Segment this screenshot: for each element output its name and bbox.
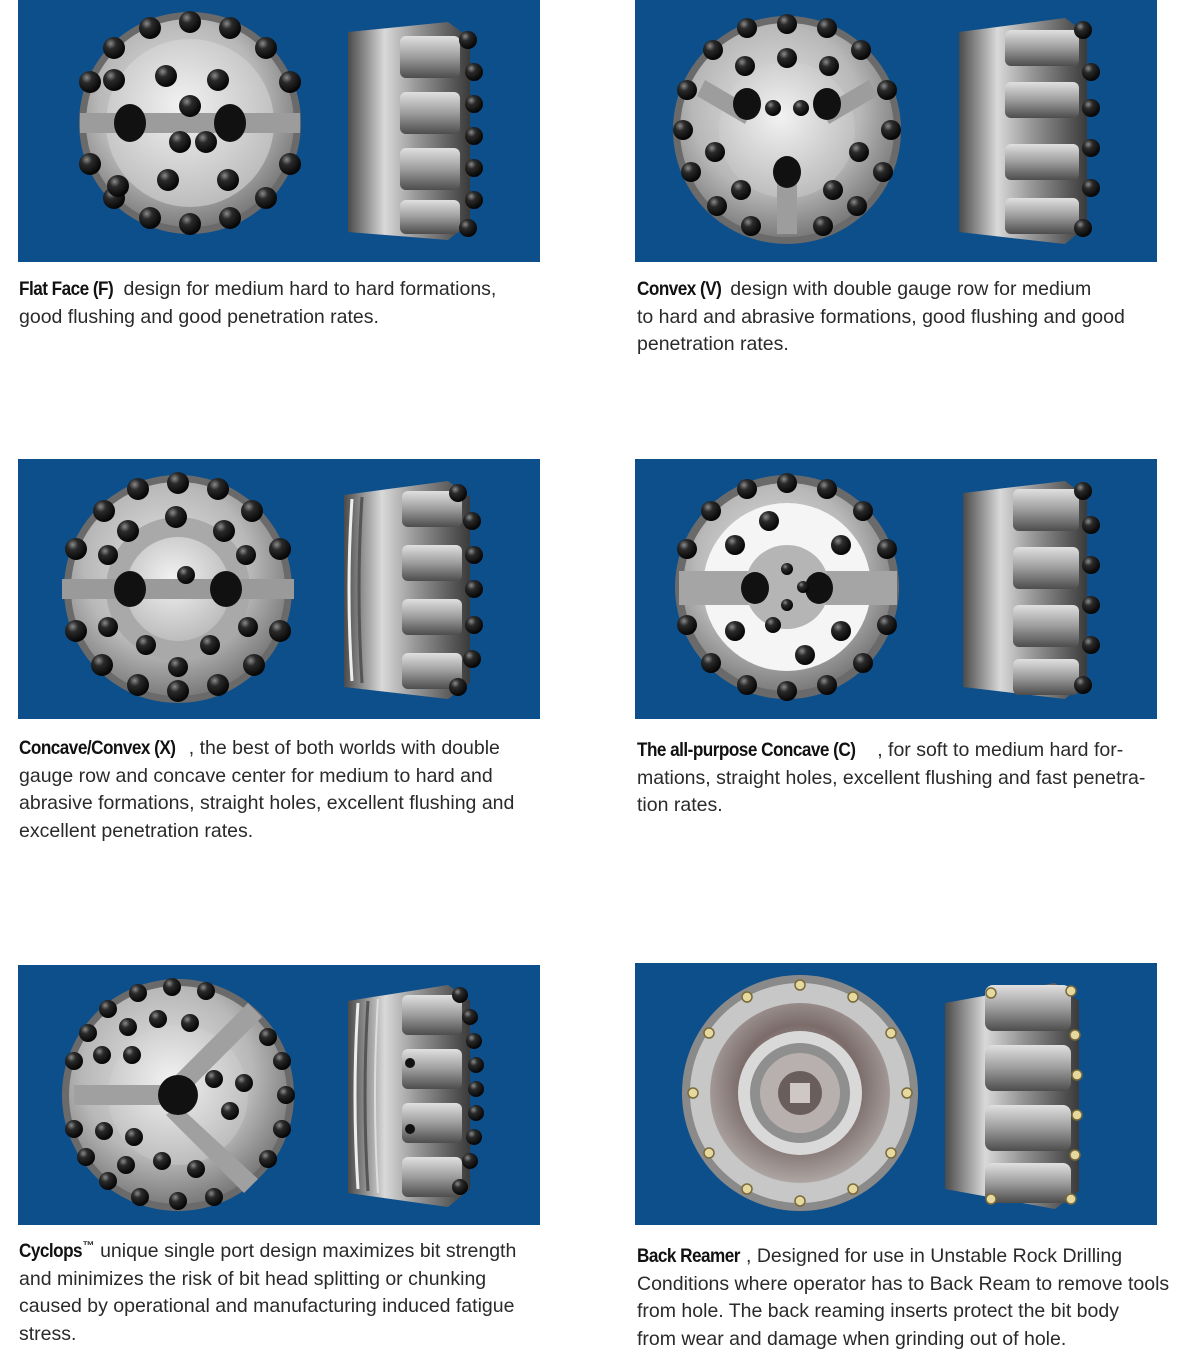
product-name: Convex (V) <box>637 278 722 300</box>
product-name: Flat Face (F) <box>19 278 114 300</box>
flat-face-bit-front-icon <box>79 11 301 235</box>
flat-face-image <box>18 0 540 262</box>
product-name: Back Reamer <box>637 1245 740 1267</box>
concave-convex-caption <box>19 735 579 845</box>
convex-caption <box>637 276 1177 359</box>
concave-convex-bit-side-icon <box>344 481 483 699</box>
concave-convex-image <box>18 459 540 719</box>
flat-face-bit-side-icon <box>348 22 483 240</box>
product-name: Concave/Convex (X) <box>19 737 176 759</box>
back-reamer-image <box>635 963 1157 1225</box>
caption-line: mations, straight holes, excellent flushing and fast penetra- <box>637 766 1146 789</box>
caption-line: from wear and damage when grinding out of hole. <box>637 1327 1067 1350</box>
caption-line: and minimizes the risk of bit head splitting or chunking <box>19 1267 487 1290</box>
caption-line: excellent penetration rates. <box>19 819 254 842</box>
back-reamer-bit-side-icon <box>945 983 1082 1209</box>
caption-line: abrasive formations, straight holes, excellent flushing and <box>19 792 515 814</box>
back-reamer-bit-front-icon <box>682 975 918 1211</box>
caption-line: , Designed for use in Unstable Rock Drilling <box>745 1245 1123 1267</box>
caption-line: design with double gauge row for medium <box>724 278 1092 300</box>
back-reamer-caption <box>637 1243 1197 1353</box>
convex-image <box>635 0 1157 262</box>
cyclops-caption <box>19 1238 579 1348</box>
caption-line: stress. <box>19 1322 77 1345</box>
caption-line: , for soft to medium hard for- <box>877 739 1124 761</box>
caption-line: Conditions where operator has to Back Ream to remove tools <box>637 1272 1170 1295</box>
trademark-symbol: ™ <box>82 1238 95 1253</box>
product-name: Cyclops <box>19 1240 83 1262</box>
cyclops-bit-side-icon <box>348 985 484 1207</box>
concave-bit-side-icon <box>963 481 1100 699</box>
concave-convex-bit-front-icon <box>62 472 294 703</box>
caption-line: gauge row and concave center for medium to hard and <box>19 764 493 787</box>
caption-line: penetration rates. <box>637 333 789 355</box>
caption-line: from hole. The back reaming inserts protect the bit body <box>637 1300 1119 1322</box>
flat-face-caption <box>19 276 559 331</box>
concave-image <box>635 459 1157 719</box>
concave-bit-front-icon <box>675 473 899 701</box>
cyclops-bit-front-icon <box>62 978 295 1211</box>
caption-line: unique single port design maximizes bit strength <box>94 1240 517 1262</box>
product-name: The all-purpose Concave (C) <box>637 739 856 761</box>
caption-line: design for medium hard to hard formations, <box>118 278 497 300</box>
caption-line: tion rates. <box>637 794 723 816</box>
convex-bit-side-icon <box>959 18 1100 244</box>
caption-line: good flushing and good penetration rates. <box>19 305 379 328</box>
caption-line: , the best of both worlds with double <box>188 737 500 759</box>
concave-caption <box>637 737 1197 820</box>
convex-bit-front-icon <box>673 14 901 244</box>
cyclops-image <box>18 965 540 1225</box>
caption-line: caused by operational and manufacturing induced fatigue <box>19 1295 515 1317</box>
caption-line: to hard and abrasive formations, good flushing and good <box>637 305 1125 328</box>
